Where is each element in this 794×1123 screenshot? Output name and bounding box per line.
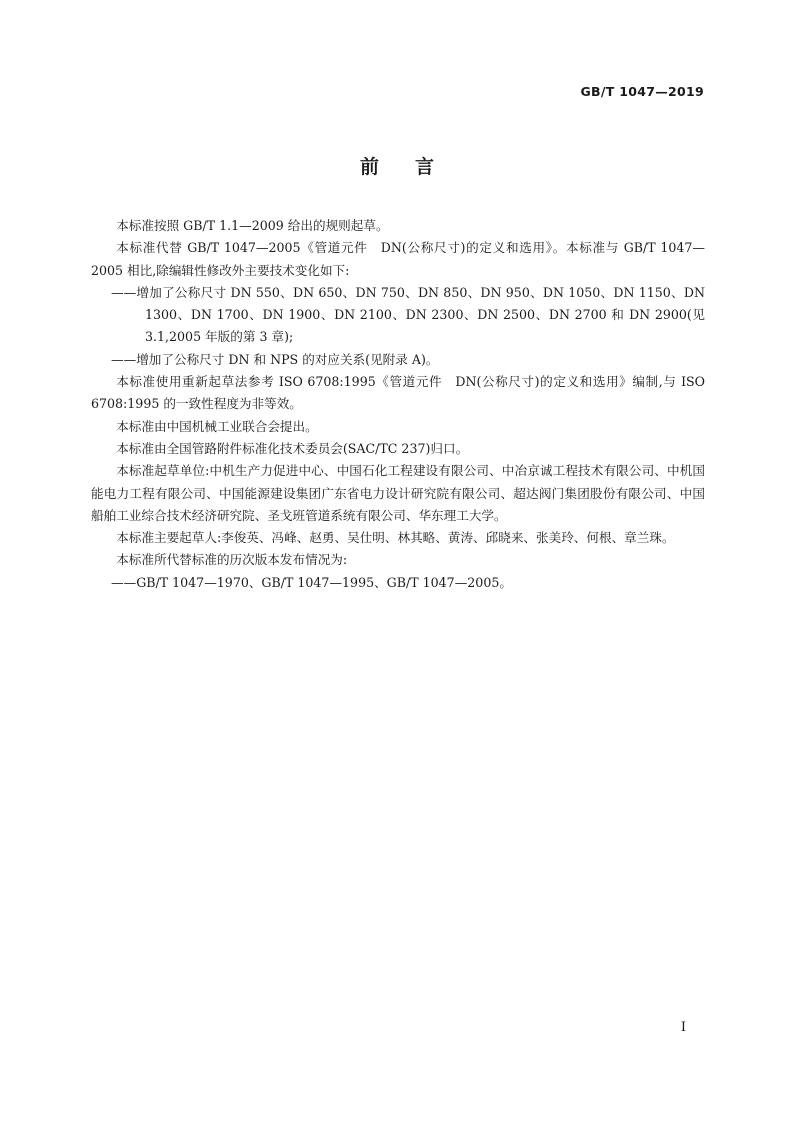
paragraph-drafting-rules: 本标准按照 GB/T 1.1—2009 给出的规则起草。 xyxy=(116,218,389,233)
paragraph-history-intro: 本标准所代替标准的历次版本发布情况为: xyxy=(116,552,348,568)
paragraph-drafters: 本标准主要起草人:李俊英、冯峰、赵勇、吴仕明、林其略、黄涛、邱晓来、张美玲、何根、章兰珠。 xyxy=(116,530,675,546)
paragraph-iso-reference: 本标准使用重新起草法参考 ISO 6708:1995《管道元件 DN(公称尺寸)的定义和选用》编制,与 ISO 6708:1995 的一致性程度为非等效。 xyxy=(91,374,705,412)
paragraph-proposer: 本标准由中国机械工业联合会提出。 xyxy=(116,418,318,434)
change-item-added-sizes: ——增加了公称尺寸 DN 550、DN 650、DN 750、DN 850、DN 950、DN 1050、DN 1150、DN 1300、DN 1700、DN 1900、DN 2100、DN 2300、DN 2500、DN 2700 和 DN 2900(见 3.1,2005 年版的第 3 章); xyxy=(111,284,705,345)
change-item-nps-correspondence: ——增加了公称尺寸 DN 和 NPS 的对应关系(见附录 A)。 xyxy=(111,351,439,367)
paragraph-drafting-units: 本标准起草单位:中机生产力促进中心、中国石化工程建设有限公司、中冶京诚工程技术有限公司、中机国能电力工程有限公司、中国能源建设集团广东省电力设计研究院有限公司、超达阀门集团股份有限公司、中国船舶工业综合技术经济研究院、圣戈班管道系统有限公司、华东理工大学。 xyxy=(91,463,705,523)
paragraph-committee: 本标准由全国管路附件标准化技术委员会(SAC/TC 237)归口。 xyxy=(116,440,469,456)
standard-code: GB/T 1047—2019 xyxy=(580,84,704,99)
document-body xyxy=(91,215,705,594)
history-item-versions: ——GB/T 1047—1970、GB/T 1047—1995、GB/T 1047—2005。 xyxy=(111,574,512,590)
page-title: 前言 xyxy=(359,156,470,178)
page-number: I xyxy=(680,1020,686,1035)
paragraph-replacement: 本标准代替 GB/T 1047—2005《管道元件 DN(公称尺寸)的定义和选用》。本标准与 GB/T 1047—2005 相比,除编辑性修改外主要技术变化如下: xyxy=(91,240,705,278)
